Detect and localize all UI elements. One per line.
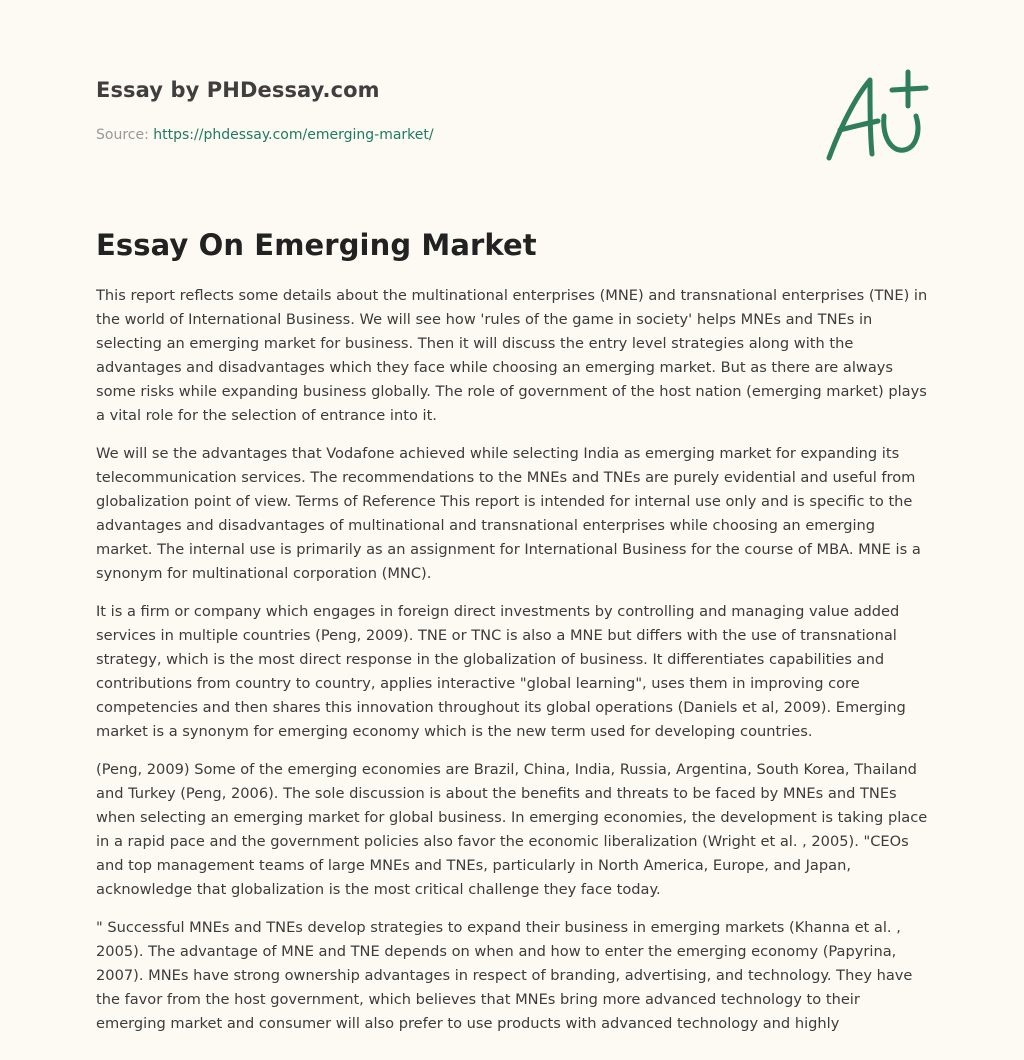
- source-label: Source:: [96, 127, 154, 143]
- source-link[interactable]: https://phdessay.com/emerging-market/: [153, 127, 434, 143]
- paragraph: This report reflects some details about the multinational enterprises (MNE) and transnational enterprises (TNE) in the world of International Business. We will see how 'rules of the game in society' helps MNEs and TNEs in selecting an emerging market for business. Then it will discuss the entry level strategies along with the advantages and disadvantages which they face while choosing an emerging market. But as there are always some risks while expanding business globally. The role of government of the host nation (emerging market) plays a vital role for the selection of entrance into it.: [96, 287, 928, 424]
- site-brand: Essay by PHDessay.com: [96, 78, 380, 102]
- essay-body: [96, 284, 932, 1050]
- header: [96, 76, 796, 145]
- paragraph: We will se the advantages that Vodafone achieved while selecting India as emerging market for expanding its telecommunication services. The recommendations to the MNEs and TNEs are purely evidential and useful from globalization point of view. Terms of Reference This report is intended for internal use only and is specific to the advantages and disadvantages of multinational and transnational enterprises while choosing an emerging market. The internal use is primarily as an assignment for International Business for the course of MBA. MNE is a synonym for multinational corporation (MNC).: [96, 445, 921, 582]
- paragraph: It is a firm or company which engages in foreign direct investments by controlling and managing value added services in multiple countries (Peng, 2009). TNE or TNC is also a MNE but differs with the use of transnational strategy, which is the most direct response in the globalization of business. It differentiates capabilities and contributions from country to country, applies interactive "global learning", uses them in improving core competencies and then shares this innovation throughout its global operations (Daniels et al, 2009). Emerging market is a synonym for emerging economy which is the new term used for developing countries.: [96, 603, 906, 740]
- source-line: [96, 125, 796, 145]
- essay-title: Essay On Emerging Market: [96, 228, 537, 262]
- paragraph: " Successful MNEs and TNEs develop strategies to expand their business in emerging markets (Khanna et al. , 2005). The advantage of MNE and TNE depends on when and how to enter the emerging economy (Papyrina, 2007). MNEs have strong ownership advantages in respect of branding, advertising, and technology. They have the favor from the host government, which believes that MNEs bring more advanced technology to their emerging market and consumer will also prefer to use products with advanced technology and highly: [96, 919, 913, 1032]
- a-plus-logo-icon: [820, 66, 930, 166]
- paragraph: (Peng, 2009) Some of the emerging economies are Brazil, China, India, Russia, Argentina, South Korea, Thailand and Turkey (Peng, 2006). The sole discussion is about the benefits and threats to be faced by MNEs and TNEs when selecting an emerging market for global business. In emerging economies, the development is taking place in a rapid pace and the government policies also favor the economic liberalization (Wright et al. , 2005). "CEOs and top management teams of large MNEs and TNEs, particularly in North America, Europe, and Japan, acknowledge that globalization is the most critical challenge they face today.: [96, 761, 928, 898]
